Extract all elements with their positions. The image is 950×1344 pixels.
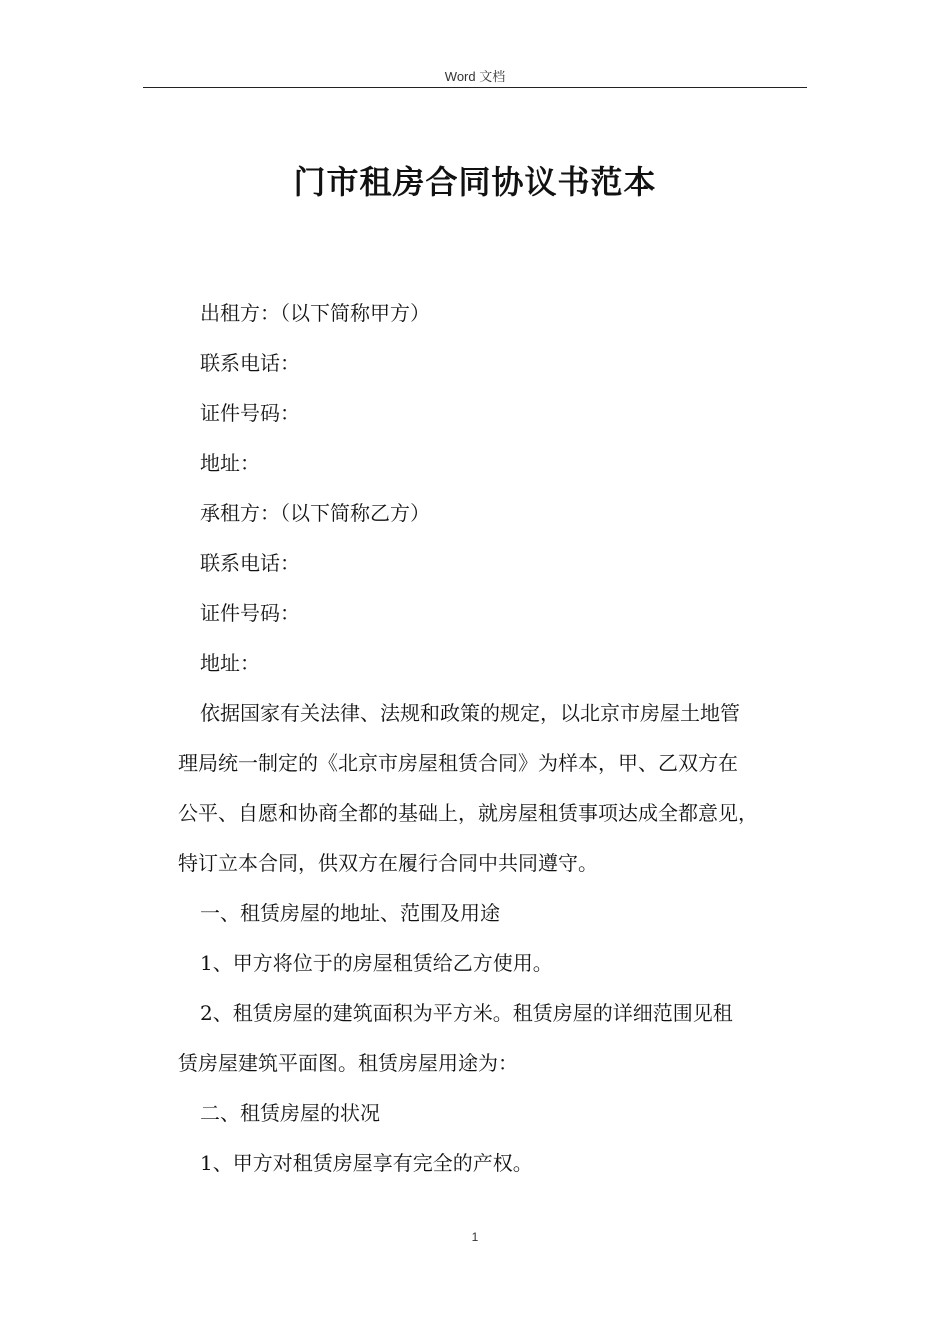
section-1-heading: 一、租赁房屋的地址、范围及用途 xyxy=(200,901,500,925)
section-1-item-1: 1、甲方将位于的房屋租赁给乙方使用。 xyxy=(200,951,553,975)
lessee-id-field: 证件号码： xyxy=(200,601,300,625)
lessee-phone-field: 联系电话： xyxy=(200,551,300,575)
document-body xyxy=(178,288,818,1188)
document-title: 门市租房合同协议书范本 xyxy=(293,163,657,201)
page-header-label: Word 文档 xyxy=(444,69,506,84)
lessor-address-field: 地址： xyxy=(200,451,260,475)
section-1-item-2-line: 赁房屋建筑平面图。租赁房屋用途为： xyxy=(178,1051,518,1075)
header-divider xyxy=(143,87,807,88)
section-2-heading: 二、租赁房屋的状况 xyxy=(200,1101,380,1125)
preamble-line: 特订立本合同，供双方在履行合同中共同遵守。 xyxy=(178,851,598,875)
preamble-line: 依据国家有关法律、法规和政策的规定，以北京市房屋土地管 xyxy=(200,701,740,725)
lessee-address-field: 地址： xyxy=(200,651,260,675)
page-number: 1 xyxy=(471,1230,479,1244)
section-1-item-2-line: 2、租赁房屋的建筑面积为平方米。租赁房屋的详细范围见租 xyxy=(200,1001,733,1025)
lessor-phone-field: 联系电话： xyxy=(200,351,300,375)
lessee-line: 承租方：（以下简称乙方） xyxy=(200,501,430,525)
lessor-id-field: 证件号码： xyxy=(200,401,300,425)
preamble-line: 理局统一制定的《北京市房屋租赁合同》为样本，甲、乙双方在 xyxy=(178,751,738,775)
section-2-item-1: 1、甲方对租赁房屋享有完全的产权。 xyxy=(200,1151,533,1175)
preamble-line: 公平、自愿和协商全都的基础上，就房屋租赁事项达成全都意见， xyxy=(178,801,758,825)
lessor-line: 出租方：（以下简称甲方） xyxy=(200,301,430,325)
